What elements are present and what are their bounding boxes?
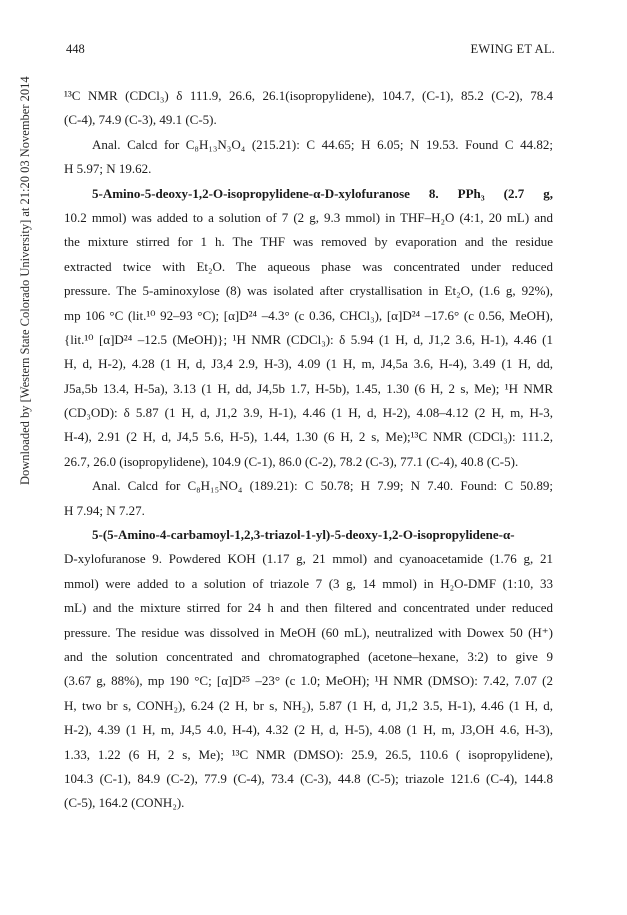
text-line: mmol) were added to a solution of triazole 7 (3 g, 14 mmol) in H₂O-DMF (1:10, 33 xyxy=(64,575,553,591)
text-line: H 7.94; N 7.27. xyxy=(64,502,145,518)
text-line: extracted twice with Et₂O. The aqueous phase was concentrated under reduced xyxy=(64,258,553,274)
text-line: H, two br s, CONH₂), 6.24 (2 H, br s, NH₂), 5.87 (1 H, d, J1,2 3.5, H-1), 4.46 (1 H, d, xyxy=(64,697,553,713)
compound-heading-9: 5-(5-Amino-4-carbamoyl-1,2,3-triazol-1-yl)-5-deoxy-1,2-O-isopropylidene-α- xyxy=(92,527,515,543)
text-line: the mixture stirred for 1 h. The THF was removed by evaporation and the residue xyxy=(64,234,553,250)
text-line: (C-4), 74.9 (C-3), 49.1 (C-5). xyxy=(64,112,217,128)
text-line: 26.7, 26.0 (isopropylidene), 104.9 (C-1), 86.0 (C-2), 78.2 (C-3), 77.1 (C-4), 40.8 (C-5). xyxy=(64,453,519,469)
article-body xyxy=(64,84,553,816)
download-watermark-text: Downloaded by [Western State Colorado University] at 21:20 03 November 2014 xyxy=(18,76,32,485)
text-line: pressure. The residue was dissolved in MeOH (60 mL), neutralized with Dowex 50 (H⁺) xyxy=(64,624,553,640)
text-line: H 5.97; N 19.62. xyxy=(64,161,152,177)
text-line: ¹³C NMR (CDCl₃) δ 111.9, 26.6, 26.1(isopropylidene), 104.7, (C-1), 85.2 (C-2), 78.4 xyxy=(64,88,553,103)
page-number: 448 xyxy=(66,42,85,56)
text-line: J5a,5b 13.4, H-5a), 3.13 (1 H, dd, J4,5b 1.7, H-5b), 1.45, 1.30 (6 H, 2 s, Me); ¹H NMR xyxy=(64,380,553,396)
text-line: H-2), 4.39 (1 H, m, J4,5 4.0, H-4), 4.32 (2 H, d, H-5), 4.08 (1 H, m, J3,OH 4.6, H-3), xyxy=(64,722,553,738)
page-header xyxy=(66,42,555,58)
text-line: 1.33, 1.22 (6 H, 2 s, Me); ¹³C NMR (DMSO): 25.9, 26.5, 110.6 ( isopropylidene), xyxy=(64,746,553,762)
text-line: D-xylofuranose 9. Powdered KOH (1.17 g, 21 mmol) and cyanoacetamide (1.76 g, 21 xyxy=(64,551,553,567)
text-line: Anal. Calcd for C₈H₁₅NO₄ (189.21): C 50.78; H 7.99; N 7.40. Found: C 50.89; xyxy=(92,478,553,494)
text-line: (3.67 g, 88%), mp 190 °C; [α]D²⁵ –23° (c 1.0; MeOH); ¹H NMR (DMSO): 7.42, 7.07 (2 xyxy=(64,673,553,689)
text-line: mp 106 °C (lit.¹⁰ 92–93 °C); [α]D²⁴ –4.3° (c 0.36, CHCl₃), [α]D²⁴ –17.6° (c 0.56, MeOH), xyxy=(64,307,553,323)
compound-heading-8: 5-Amino-5-deoxy-1,2-O-isopropylidene-α-D-xylofuranose 8. PPh₃ (2.7 g, xyxy=(92,185,553,201)
text-line: 104.3 (C-1), 84.9 (C-2), 77.9 (C-4), 73.4 (C-3), 44.8 (C-5); triazole 121.6 (C-4), 144.8 xyxy=(64,770,553,786)
text-line: (CD₃OD): δ 5.87 (1 H, d, J1,2 3.9, H-1), 4.46 (1 H, d, H-2), 4.08–4.12 (2 H, m, H-3, xyxy=(64,405,553,421)
running-head: EWING ET AL. xyxy=(470,42,555,56)
text-line: mL) and the mixture stirred for 24 h and then filtered and concentrated under reduced xyxy=(64,600,553,616)
text-line: H-4), 2.91 (2 H, d, J4,5 5.6, H-5), 1.44, 1.30 (6 H, 2 s, Me);¹³C NMR (CDCl₃): 111.2, xyxy=(64,429,553,445)
text-line: {lit.¹⁰ [α]D²⁴ –12.5 (MeOH)}; ¹H NMR (CDCl₃): δ 5.94 (1 H, d, J1,2 3.6, H-1), 4.46 (1 xyxy=(64,331,553,347)
text-line: and the solution concentrated and chromatographed (acetone–hexane, 3:2) to give 9 xyxy=(64,648,553,664)
text-line: H, d, H-2), 4.28 (1 H, d, J3,4 2.9, H-3), 4.09 (1 H, m, J4,5a 3.6, H-4), 3.49 (1 H, dd, xyxy=(64,356,553,372)
text-line: (C-5), 164.2 (CONH₂). xyxy=(64,795,185,811)
text-line: pressure. The 5-aminoxylose (8) was isolated after crystallisation in Et₂O, (1.6 g, 92%), xyxy=(64,283,553,299)
text-line: 10.2 mmol) was added to a solution of 7 (2 g, 9.3 mmol) in THF–H₂O (4:1, 20 mL) and xyxy=(64,209,553,225)
text-line: Anal. Calcd for C₈H₁₃N₃O₄ (215.21): C 44.65; H 6.05; N 19.53. Found C 44.82; xyxy=(92,136,553,152)
